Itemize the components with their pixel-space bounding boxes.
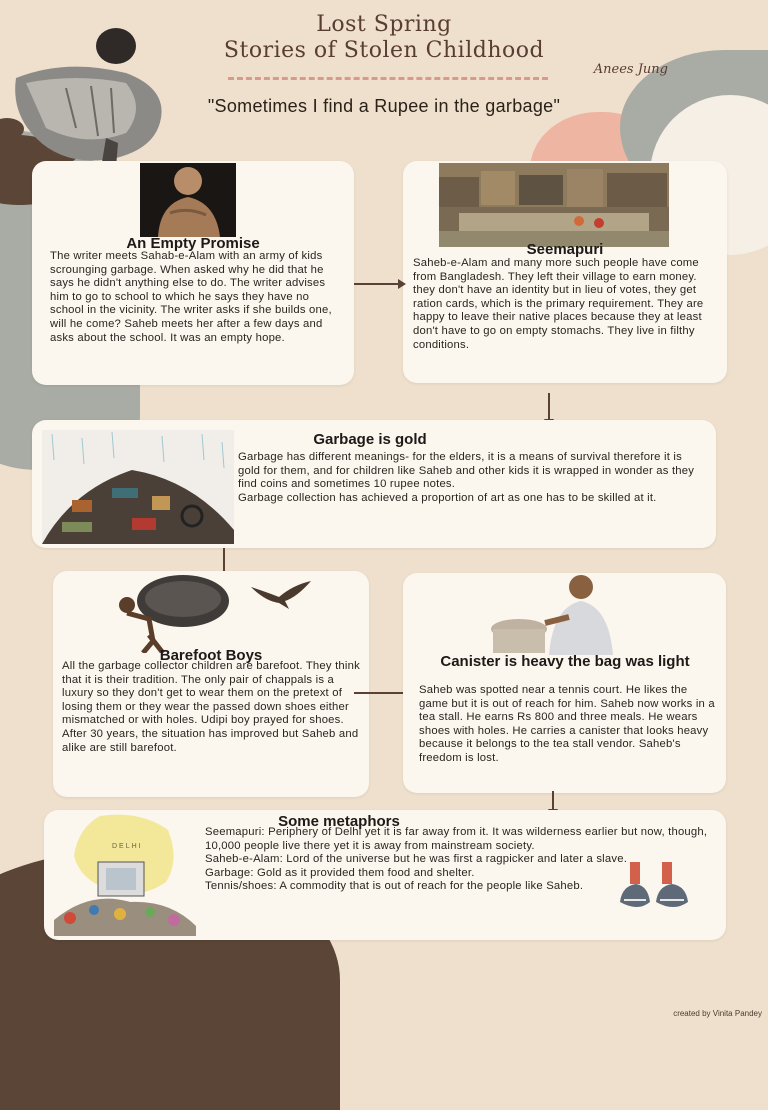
card-title: Seemapuri: [526, 241, 604, 258]
card-canister: [403, 573, 726, 793]
card-body-line1: Garbage has different meanings- for the elders, it is a means of survival therefore it is gold for them, and for children like Saheb and other kids it is wrapped in wonder as they find coins and sometimes 10 rupee notes. Garbage collection has achieved a proportion of art as one has to be skilled at it.: [238, 451, 695, 504]
card-title: Some metaphors: [278, 813, 400, 830]
card-title: An Empty Promise: [126, 235, 260, 252]
card-barefoot-boys: [53, 571, 369, 797]
garbage-heap-image: [42, 430, 234, 544]
card-body: All the garbage collector children are barefoot. They think that it is their tradition. The only pair of chappals is a luxury so they don't get to wear them on the pretext of losing them or they wear the passed down shoes either mismatched or with holes. Udipi boy prayed for shoes. After 30 years, the situation has improved but Saheb and alike are still barefoot.: [62, 660, 360, 754]
eagle-image: [249, 579, 313, 611]
card-title: Canister is heavy the bag was light: [440, 653, 690, 670]
card-body: Saheb was spotted near a tennis court. He likes the game but it is out of reach for him. Saheb now works in a tea stall. He earns Rs 800 and three meals. He wears shoes with holes. He carries a canister that looks heavy because it belongs to the tea stall vendor. Saheb's freedom is lost.: [419, 684, 715, 764]
card-empty-promise: [32, 161, 354, 385]
card-body: The writer meets Sahab-e-Alam with an army of kids scrounging garbage. When asked why he did that he says he didn't anything else to do. The writer advises him to go to school to which he says they have no school in the vicinity. The writer asks if she builds one, will he come? Saheb meets her after a few days and asks about the school. It was an empty hope.: [50, 250, 332, 344]
card-metaphors: [44, 810, 726, 940]
boy-carrying-sack-image: [113, 573, 243, 653]
card-body-text: Seemapuri: Periphery of Delhi yet it is far away from it. It was wilderness earlier but now, though, 10,000 people live there yet it is away from mainstream society. Saheb-e-Alam: Lord of the universe but he was first a ragpicker and later a slave. Garbage: Gold as it provided them food and shelter. Tennis/shoes: A commodity that is out of reach for the people like Saheb.: [205, 826, 708, 893]
card-body: [205, 826, 710, 894]
card-title: Garbage is gold: [313, 431, 427, 448]
card-body: Saheb-e-Alam and many more such people have come from Bangladesh. They left their village to earn money. they don't have an identity but in lieu of votes, they get ration cards, which is the primary requirement. They are happy to leave their native places because they at least don't have to go on empty stomachs. They live in filthy conditions.: [413, 257, 704, 351]
title-divider: [228, 77, 548, 80]
poster-title-line2: Stories of Stolen Childhood: [223, 38, 545, 63]
boy-with-canister-image: [489, 573, 619, 655]
arrow-right-icon: [354, 277, 406, 291]
card-title: Barefoot Boys: [159, 647, 263, 664]
card-body: [238, 451, 700, 505]
poster-title-line1: Lost Spring: [316, 12, 452, 37]
map-label: DELHI: [112, 843, 143, 850]
credit-text: created by Vinita Pandey: [673, 1009, 762, 1018]
author-name: Anees Jung: [593, 62, 668, 77]
card-seemapuri: [403, 161, 727, 383]
quote-text: "Sometimes I find a Rupee in the garbage": [207, 96, 561, 116]
slum-image: [439, 163, 669, 247]
card-garbage-gold: [32, 420, 716, 548]
boy-portrait-image: [140, 163, 236, 237]
delhi-map-image: [50, 810, 200, 936]
